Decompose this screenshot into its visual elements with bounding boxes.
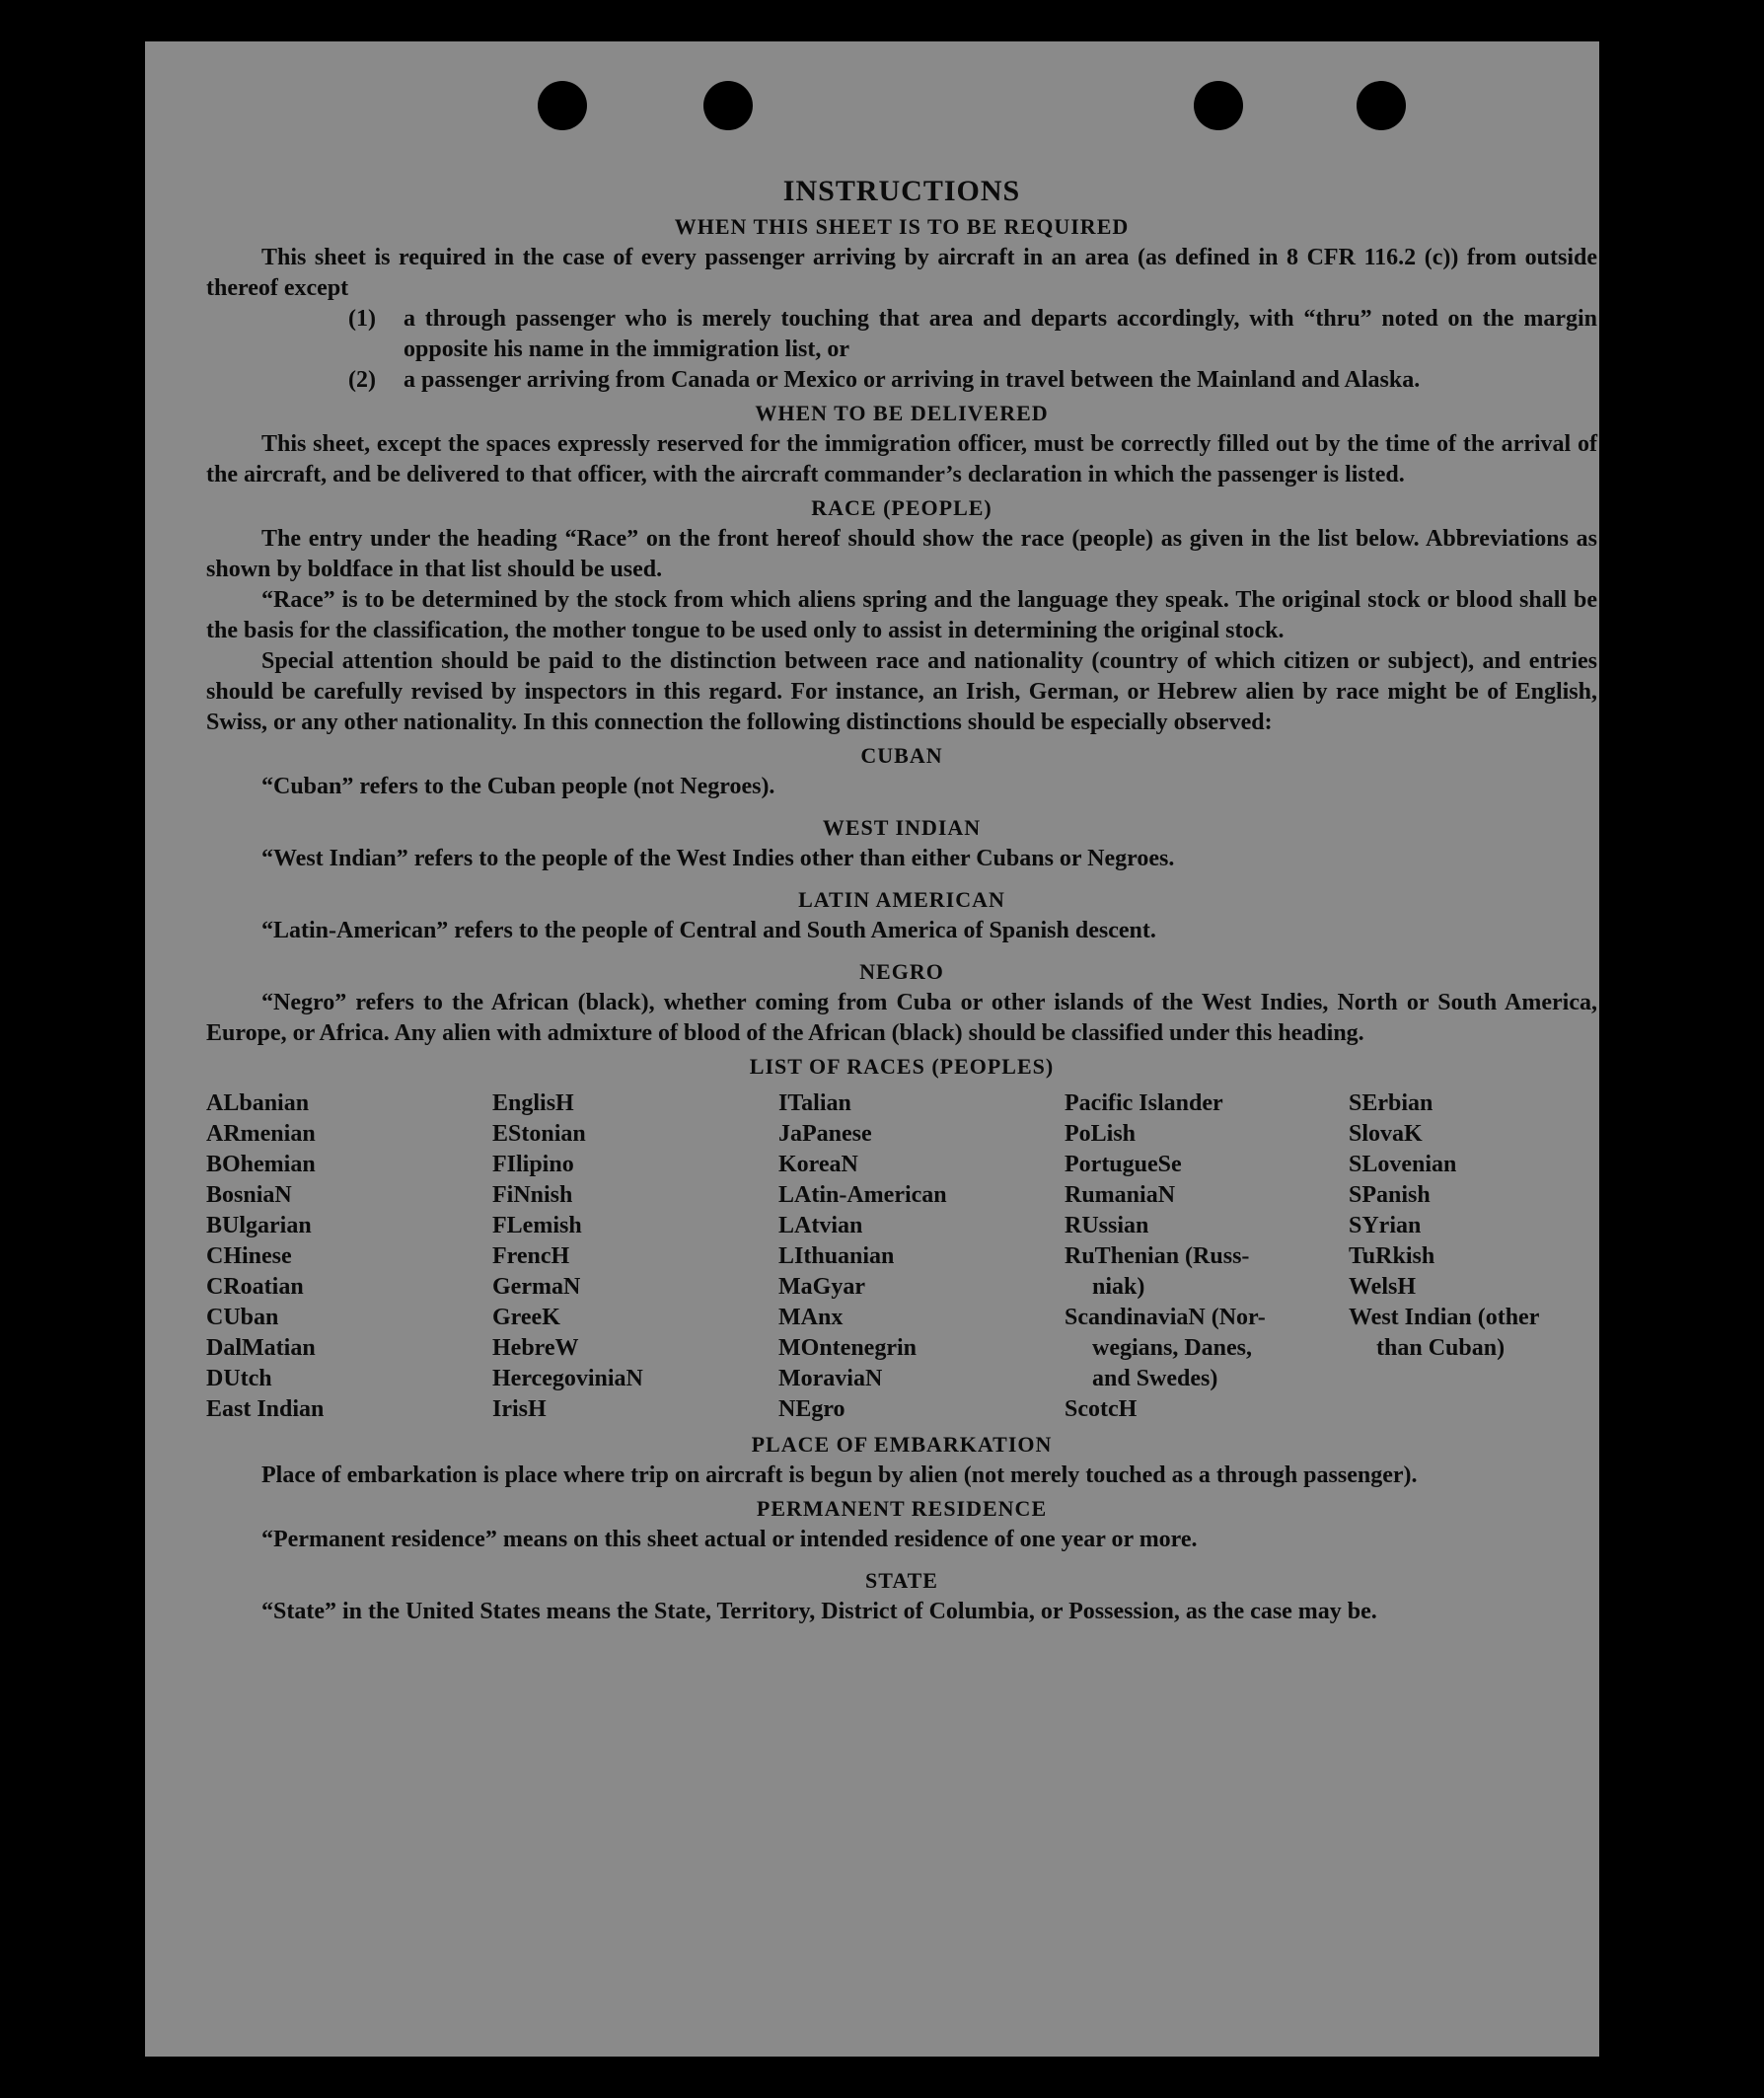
race-item: JaPanese	[778, 1121, 872, 1147]
race-item: GermaN	[492, 1274, 581, 1300]
race-item: ALbanian	[206, 1090, 310, 1116]
paragraph: This sheet is required in the case of every passenger arriving by aircraft in an area (as defined in 8 CFR 116.2 (c)) from outside thereof except	[206, 245, 1597, 301]
race-item: than Cuban)	[1376, 1335, 1506, 1361]
paragraph: Special attention should be paid to the distinction between race and nationality (country of which citizen or subject), and entries should be carefully revised by inspectors in this regard. For instance, an Irish, German, or Hebrew alien by race might be of English, Swiss, or any other nationality. In this connection the following distinctions should be especially observed:	[206, 648, 1597, 735]
section-heading: NEGRO	[859, 959, 944, 984]
paragraph: “State” in the United States means the State, Territory, District of Columbia, or Possession, as the case may be.	[261, 1599, 1377, 1624]
race-item: wegians, Danes,	[1092, 1335, 1253, 1361]
document-sheet	[145, 41, 1599, 2057]
race-item: PortugueSe	[1065, 1152, 1182, 1177]
section-heading: PLACE OF EMBARKATION	[751, 1432, 1053, 1457]
punch-hole	[703, 81, 753, 130]
race-item: RumaniaN	[1065, 1182, 1176, 1208]
race-item: ARmenian	[206, 1121, 316, 1147]
race-item: CUban	[206, 1305, 279, 1330]
instructions-content	[206, 170, 1597, 1627]
race-item: LIthuanian	[778, 1243, 895, 1269]
paragraph: Place of embarkation is place where trip on aircraft is begun by alien (not merely touched as a through passenger).	[261, 1462, 1418, 1488]
race-item: BOhemian	[206, 1152, 316, 1177]
race-item: LAtvian	[778, 1213, 863, 1238]
race-item: PoLish	[1065, 1121, 1137, 1147]
races-column	[1065, 1088, 1349, 1425]
item-number: (1)	[348, 306, 376, 332]
race-item: KoreaN	[778, 1152, 858, 1177]
race-item: GreeK	[492, 1305, 560, 1330]
punch-hole	[538, 81, 587, 130]
race-item: HebreW	[492, 1335, 579, 1361]
race-item: West Indian (other	[1349, 1305, 1540, 1330]
race-item: FLemish	[492, 1213, 582, 1238]
race-item: IrisH	[492, 1396, 547, 1422]
section-heading: CUBAN	[860, 743, 943, 768]
race-item: DUtch	[206, 1366, 272, 1391]
race-item: niak)	[1092, 1274, 1145, 1300]
race-item: LAtin-American	[778, 1182, 947, 1208]
section-heading: RACE (PEOPLE)	[811, 495, 992, 520]
race-item: HercegoviniaN	[492, 1366, 643, 1391]
race-item: BUlgarian	[206, 1213, 312, 1238]
races-column	[1349, 1088, 1597, 1425]
section-heading: WHEN THIS SHEET IS TO BE REQUIRED	[674, 214, 1130, 239]
race-item: CRoatian	[206, 1274, 304, 1300]
section-heading: LIST OF RACES (PEOPLES)	[749, 1054, 1055, 1079]
race-item: SlovaK	[1349, 1121, 1423, 1147]
paragraph: This sheet, except the spaces expressly reserved for the immigration officer, must be correctly filled out by the time of the arrival of the aircraft, and be delivered to that officer, with the aircraft commander’s declaration in which the passenger is listed.	[206, 431, 1597, 487]
race-item: East Indian	[206, 1396, 325, 1422]
section-heading: LATIN AMERICAN	[798, 887, 1005, 912]
races-list	[206, 1088, 1597, 1425]
paragraph: “Permanent residence” means on this sheet actual or intended residence of one year or more.	[261, 1527, 1198, 1552]
races-column	[778, 1088, 1065, 1425]
race-item: RuThenian (Russ-	[1065, 1243, 1250, 1269]
section-heading: WEST INDIAN	[822, 815, 982, 840]
punch-hole	[1194, 81, 1243, 130]
races-column	[206, 1088, 492, 1425]
race-item: ScandinaviaN (Nor-	[1065, 1305, 1266, 1330]
item-text: a through passenger who is merely touching that area and departs accordingly, with “thru” noted on the margin opposite his name in the immigration list, or	[404, 306, 1597, 362]
race-item: WelsH	[1349, 1274, 1417, 1300]
section-heading: PERMANENT RESIDENCE	[756, 1496, 1048, 1521]
race-item: EStonian	[492, 1121, 586, 1147]
paragraph: The entry under the heading “Race” on the front hereof should show the race (people) as given in the list below. Abbreviations as shown by boldface in that list should be used.	[206, 526, 1597, 582]
race-item: MOntenegrin	[778, 1335, 917, 1361]
race-item: BosniaN	[206, 1182, 292, 1208]
race-item: FrencH	[492, 1243, 570, 1269]
paragraph: “West Indian” refers to the people of the West Indies other than either Cubans or Negroes.	[261, 846, 1175, 871]
race-item: ITalian	[778, 1090, 851, 1116]
race-item: FIlipino	[492, 1152, 574, 1177]
section-heading: WHEN TO BE DELIVERED	[755, 401, 1049, 425]
races-column	[492, 1088, 778, 1425]
race-item: MAnx	[778, 1305, 844, 1330]
race-item: SPanish	[1349, 1182, 1431, 1208]
race-item: MoraviaN	[778, 1366, 883, 1391]
race-item: SYrian	[1349, 1213, 1422, 1238]
race-item: SErbian	[1349, 1090, 1433, 1116]
race-item: RUssian	[1065, 1213, 1149, 1238]
race-item: MaGyar	[778, 1274, 865, 1300]
punch-hole	[1357, 81, 1406, 130]
page-title: INSTRUCTIONS	[782, 175, 1021, 207]
race-item: and Swedes)	[1092, 1366, 1218, 1391]
paragraph: “Negro” refers to the African (black), whether coming from Cuba or other islands of the West Indies, North or South America, Europe, or Africa. Any alien with admixture of blood of the African (black) should be classified under this heading.	[206, 990, 1597, 1046]
item-number: (2)	[348, 367, 376, 393]
race-item: CHinese	[206, 1243, 292, 1269]
item-text: a passenger arriving from Canada or Mexico or arriving in travel between the Mainland and Alaska.	[404, 367, 1421, 393]
race-item: EnglisH	[492, 1090, 574, 1116]
paragraph: “Race” is to be determined by the stock from which aliens spring and the language they speak. The original stock or blood shall be the basis for the classification, the mother tongue to be used only to assist in determining the original stock.	[206, 587, 1597, 643]
race-item: FiNnish	[492, 1182, 573, 1208]
exceptions-list	[206, 304, 1597, 396]
list-item	[206, 365, 1597, 396]
race-item: SLovenian	[1349, 1152, 1457, 1177]
list-item	[206, 304, 1597, 365]
section-heading: STATE	[865, 1568, 938, 1593]
race-item: Pacific Islander	[1065, 1090, 1223, 1116]
paragraph: “Cuban” refers to the Cuban people (not Negroes).	[261, 774, 775, 799]
race-item: NEgro	[778, 1396, 845, 1422]
race-item: DalMatian	[206, 1335, 316, 1361]
paragraph: “Latin-American” refers to the people of Central and South America of Spanish descent.	[261, 918, 1156, 943]
race-item: ScotcH	[1065, 1396, 1138, 1422]
race-item: TuRkish	[1349, 1243, 1435, 1269]
